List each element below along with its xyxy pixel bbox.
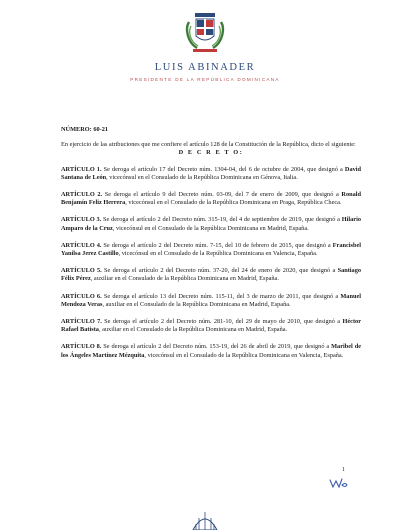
article-label: ARTÍCULO 1.	[61, 165, 102, 173]
article-8	[61, 343, 361, 359]
article-label: ARTÍCULO 7.	[61, 318, 102, 326]
article-person: Maribel de los Ángeles Martínez Mézquita	[61, 343, 362, 359]
bottom-seal-icon	[190, 506, 220, 530]
article-person: Ronald Benjamín Feliz Herrera	[61, 191, 361, 207]
decree-title: D E C R E T O:	[178, 149, 244, 157]
article-label: ARTÍCULO 6.	[61, 292, 102, 300]
decree-number: NÚMERO: 60-21	[61, 126, 109, 133]
article-label: ARTÍCULO 4.	[61, 241, 102, 249]
article-text: Se deroga el artículo 2 del Decreto núm. 315-19, del 4 de septiembre de 2019, que designó a	[101, 216, 342, 224]
article-3	[61, 216, 361, 232]
article-person: Francisbel Yanilsa Jerez Castillo	[61, 241, 362, 258]
header-name: LUIS ABINADER	[154, 62, 256, 73]
article-text: , auxiliar en el Consulado de la República Dominicana en Madrid, España.	[98, 326, 288, 334]
article-person: Santiago Félix Pérez	[61, 267, 362, 283]
article-label: ARTÍCULO 8.	[61, 343, 102, 351]
article-text: , vicecónsul en el Consulado de la República Dominicana en Génova, Italia.	[106, 173, 298, 181]
article-1	[61, 166, 361, 182]
article-label: ARTÍCULO 3.	[61, 216, 102, 224]
article-text: , vicecónsul en el Consulado de la República Dominicana en Praga, República Checa.	[125, 199, 342, 207]
article-4	[61, 242, 361, 258]
article-person: Manuel Mendoza Veras	[61, 292, 361, 308]
article-person: Héctor Rafael Batista	[61, 318, 361, 334]
header-title: PRESIDENTE DE LA REPÚBLICA DOMINICANA	[130, 77, 280, 82]
article-label: ARTÍCULO 2.	[61, 191, 103, 199]
decree-intro: En ejercicio de las atribuciones que me confiere el artículo 128 de la Constitución de la República, dicto el siguiente:	[61, 141, 356, 149]
article-2	[61, 191, 361, 207]
article-text: Se deroga el artículo 2 del Decreto núm. 153-19, del 26 de abril de 2019, que designó a	[101, 343, 332, 351]
article-text: Se deroga el artículo 13 del Decreto núm. 115-11, del 3 de marzo de 2011, que designó a	[101, 292, 341, 300]
coat-of-arms-icon	[183, 8, 227, 56]
article-text: Se deroga el artículo 2 del Decreto núm. 281-10, del 29 de mayo de 2010, que designó a	[101, 318, 343, 326]
article-text: , vicecónsul en el Consulado de la República Dominicana en Madrid, España.	[112, 224, 309, 232]
article-text: Se deroga el artículo 2 del Decreto núm. 37-20, del 24 de enero de 2020, que designó a	[101, 267, 338, 275]
article-text: , vicecónsul en el Consulado de la República Dominicana en Valencia, España.	[144, 351, 344, 359]
article-label: ARTÍCULO 5.	[61, 267, 102, 275]
document-body	[61, 126, 361, 369]
article-text: Se deroga el artículo 17 del Decreto núm. 1304-04, del 6 de octubre de 2004, que designó a	[101, 165, 345, 173]
article-5	[61, 267, 361, 283]
article-person: Hilario Amparo de la Cruz	[61, 216, 362, 232]
article-7	[61, 318, 361, 334]
article-6	[61, 293, 361, 309]
article-text: , vicecónsul en el Consulado de la República Dominicana en Valencia, España.	[118, 250, 318, 258]
article-text: , auxiliar en el Consulado de la República Dominicana en Madrid, España.	[102, 300, 291, 308]
page-number: 1	[342, 467, 345, 473]
article-text: Se deroga el artículo 2 del Decreto núm. 7-15, del 10 de febrero de 2015, que designó a	[101, 241, 333, 249]
article-text: , auxiliar en el Consulado de la República Dominicana en Madrid, España.	[90, 275, 279, 283]
article-person: David Santana de León	[61, 165, 361, 181]
handwritten-initials-icon	[328, 476, 350, 490]
article-text: Se deroga el artículo 9 del Decreto núm. 03-09, del 7 de enero de 2009, que designó a	[102, 191, 342, 199]
